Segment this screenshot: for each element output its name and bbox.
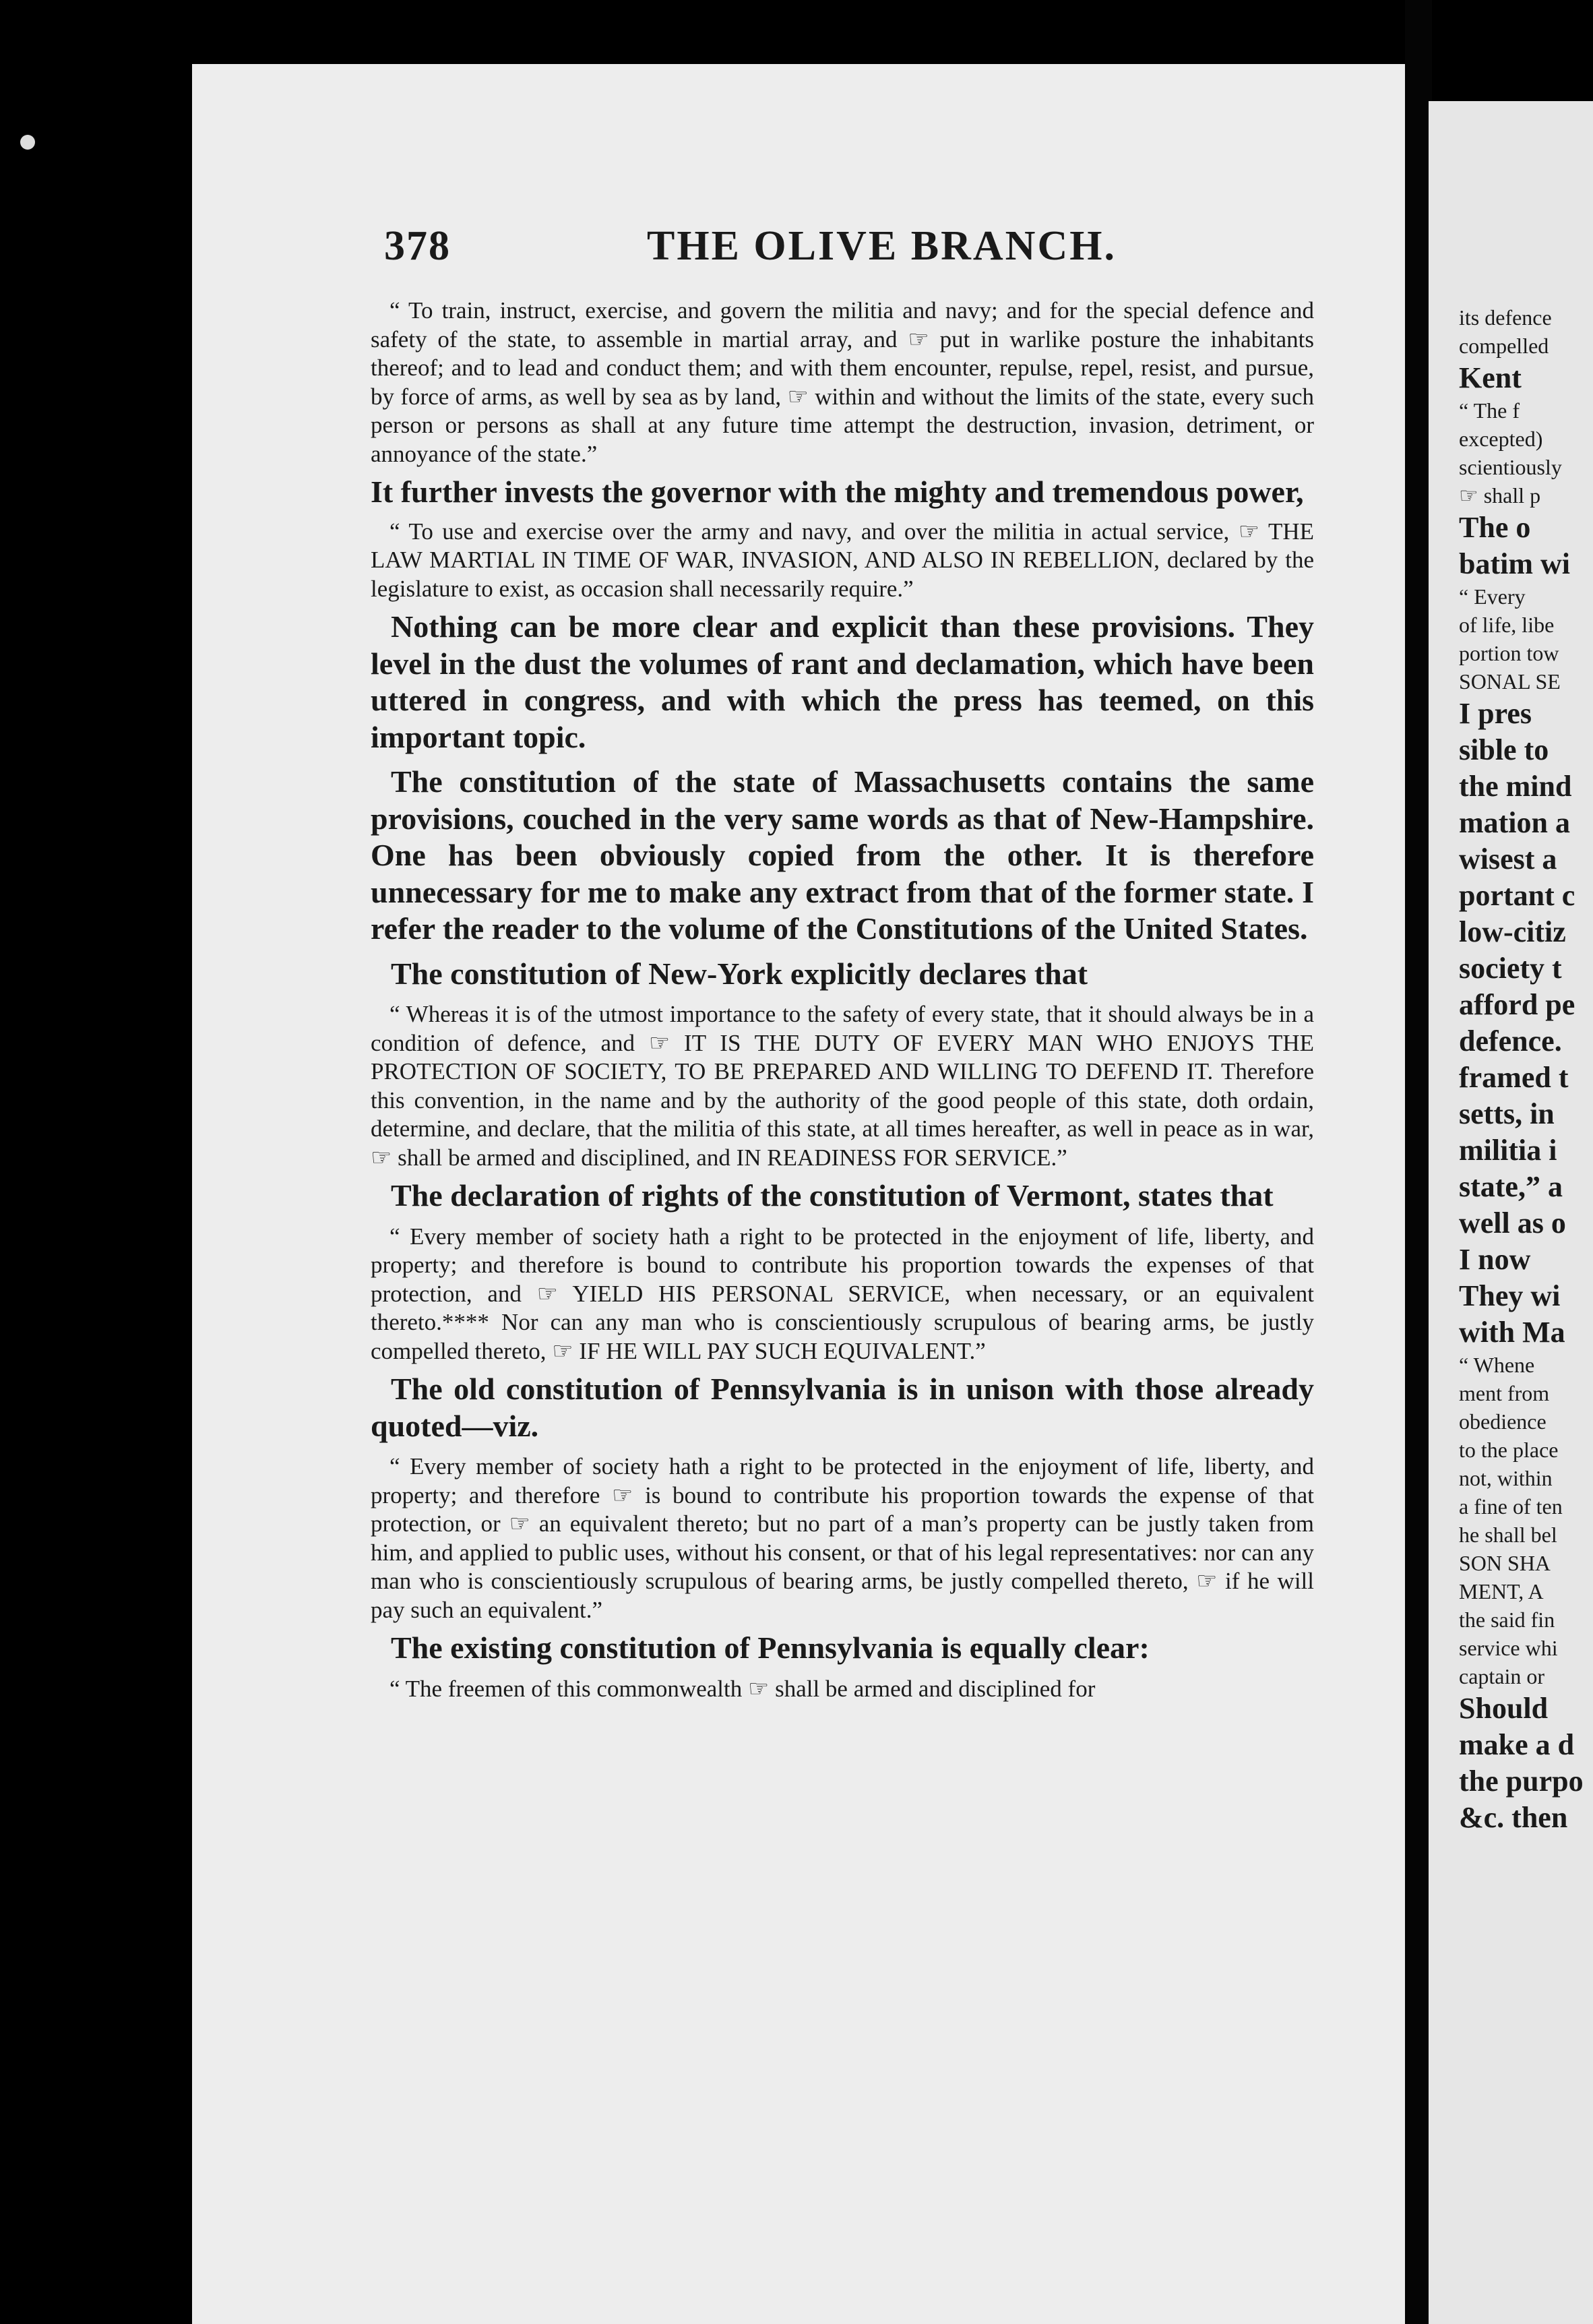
right-page-line: of life, libe [1459, 613, 1555, 637]
right-page-line: framed t [1459, 1061, 1569, 1094]
stray-mark [20, 135, 35, 150]
body-paragraph: The old constitution of Pennsylvania is in unison with those already quoted—viz. [371, 1372, 1314, 1443]
body-paragraph: The constitution of New-York explicitly declares that [391, 956, 1088, 991]
right-page-line: MENT, A [1459, 1579, 1544, 1603]
right-page-line: captain or [1459, 1664, 1545, 1688]
main-text [371, 297, 1314, 1709]
right-page-line: obedience [1459, 1409, 1547, 1434]
right-page-line: militia i [1459, 1134, 1557, 1167]
right-page-line: low-citiz [1459, 915, 1566, 948]
right-page-line: Kent [1459, 361, 1522, 394]
right-page-line: portant c [1459, 879, 1575, 912]
right-page-line: he shall bel [1459, 1523, 1557, 1547]
body-paragraph: The constitution of the state of Massachusetts contains the same provisions, couched in the very same words as that of New-Hampshire. One has been obviously copied from the other. It is therefore unnecessary for me to make any extract from that of the former state. I refer the reader to the volume of the Constitutions of the United States. [371, 764, 1314, 946]
right-page-line: mation a [1459, 806, 1570, 839]
right-page-line: SON SHA [1459, 1551, 1551, 1575]
page-header [384, 222, 1314, 283]
right-page-line: ment from [1459, 1381, 1550, 1405]
quoted-passage: “ To train, instruct, exercise, and govern the militia and navy; and for the special defence and safety of the state, to assemble in martial array, and ☞ put in warlike posture the inhabitants thereof; and to lead and conduct them; and with them encounter, repulse, repel, resist, and pursue, by force of arms, as well by sea as by land, ☞ within and without the limits of the state, every such person or persons as shall at any future time attempt the destruction, invasion, detriment, or annoyance of the state.” [371, 297, 1314, 467]
right-page-line: defence. [1459, 1025, 1562, 1058]
right-page-line: with Ma [1459, 1316, 1565, 1349]
body-paragraph: The existing constitution of Pennsylvania is equally clear: [391, 1630, 1150, 1665]
body-paragraph: Nothing can be more clear and explicit than these provisions. They level in the dust the volumes of rant and declamation, which have been uttered in congress, and with which the press has teemed, on this important topic. [371, 609, 1314, 754]
body-paragraph: The declaration of rights of the constitution of Vermont, states that [391, 1178, 1274, 1213]
right-page-line: sible to [1459, 733, 1549, 766]
right-page-line: its defence [1459, 305, 1552, 330]
right-page-line: I now [1459, 1243, 1531, 1276]
right-page-line: state,” a [1459, 1170, 1563, 1203]
right-page-line: Should [1459, 1692, 1549, 1725]
right-page-line: batim wi [1459, 547, 1570, 580]
right-page-line: a fine of ten [1459, 1494, 1563, 1519]
quoted-passage: “ The freemen of this commonwealth ☞ shall be armed and disciplined for [389, 1675, 1096, 1702]
right-page-line: scientiously [1459, 455, 1562, 479]
right-page-line: I pres [1459, 697, 1532, 730]
right-page-line: service whi [1459, 1636, 1558, 1660]
right-page-text [1459, 303, 1593, 1836]
right-page-line: portion tow [1459, 641, 1559, 665]
running-title: THE OLIVE BRANCH. [647, 223, 1117, 269]
right-page-line: afford pe [1459, 988, 1575, 1021]
right-page-line: compelled [1459, 334, 1549, 358]
right-page-line: The o [1459, 511, 1531, 544]
right-page-line: wisest a [1459, 843, 1557, 876]
right-page-line: setts, in [1459, 1097, 1555, 1130]
right-page-line: ☞ shall p [1459, 483, 1541, 508]
quoted-passage: “ Every member of society hath a right to be protected in the enjoyment of life, liberty, and property; and therefore is bound to contribute his proportion towards the expenses of that protection, and ☞ YIELD HIS PERSONAL SERVICE, when necessary, or an equivalent thereto.**** Nor can any man who is conscientiously scrupulous of bearing arms, be justly compelled thereto, ☞ IF HE WILL PAY SUCH EQUIVALENT.” [371, 1223, 1314, 1364]
right-page-line: make a d [1459, 1728, 1575, 1761]
right-page-line: excepted) [1459, 427, 1543, 451]
right-page-line: They wi [1459, 1279, 1561, 1312]
right-page-line: &c. then [1459, 1801, 1568, 1834]
right-page [1429, 101, 1593, 2324]
quoted-passage: “ Whereas it is of the utmost importance to the safety of every state, that it should always be in a condition of defence, and ☞ IT IS THE DUTY OF EVERY MAN WHO ENJOYS THE PROTECTION OF SOCIETY, TO BE PREPARED AND WILLING TO DEFEND IT. Therefore this convention, in the name and by the authority of the good people of this state, doth ordain, determine, and declare, that the militia of this state, at all times hereafter, as well in peace as in war, ☞ shall be armed and disciplined, and IN READINESS FOR SERVICE.” [371, 1001, 1314, 1171]
right-page-line: “ Whene [1459, 1353, 1535, 1377]
right-page-line: the purpo [1459, 1765, 1584, 1798]
right-page-line: society t [1459, 952, 1562, 985]
quoted-passage: “ To use and exercise over the army and navy, and over the militia in actual service, ☞ THE LAW MARTIAL IN TIME OF WAR, INVASION, AND ALSO IN REBELLION, declared by the legislature to exist, as occasion shall necessarily require.” [371, 518, 1314, 602]
right-page-line: the mind [1459, 770, 1572, 803]
body-paragraph: It further invests the governor with the mighty and tremendous power, [371, 475, 1304, 509]
right-page-line: SONAL SE [1459, 669, 1561, 694]
right-page-line: well as o [1459, 1206, 1566, 1240]
right-page-line: “ Every [1459, 584, 1526, 609]
page-gutter [1405, 0, 1432, 2324]
right-page-line: not, within [1459, 1466, 1553, 1490]
right-page-line: the said fin [1459, 1608, 1555, 1632]
right-page-line: to the place [1459, 1438, 1559, 1462]
page-number: 378 [384, 223, 451, 269]
quoted-passage: “ Every member of society hath a right to be protected in the enjoyment of life, liberty, and property; and therefore ☞ is bound to contribute his proportion towards the expense of that protection, or ☞ an equivalent thereto; but no part of a man’s property can be justly taken from him, and applied to public uses, without his consent, or that of his legal representatives: nor can any man who is conscientiously scrupulous of bearing arms, be justly compelled thereto, ☞ if he will pay such an equivalent.” [371, 1453, 1314, 1623]
right-page-line: “ The f [1459, 398, 1520, 423]
